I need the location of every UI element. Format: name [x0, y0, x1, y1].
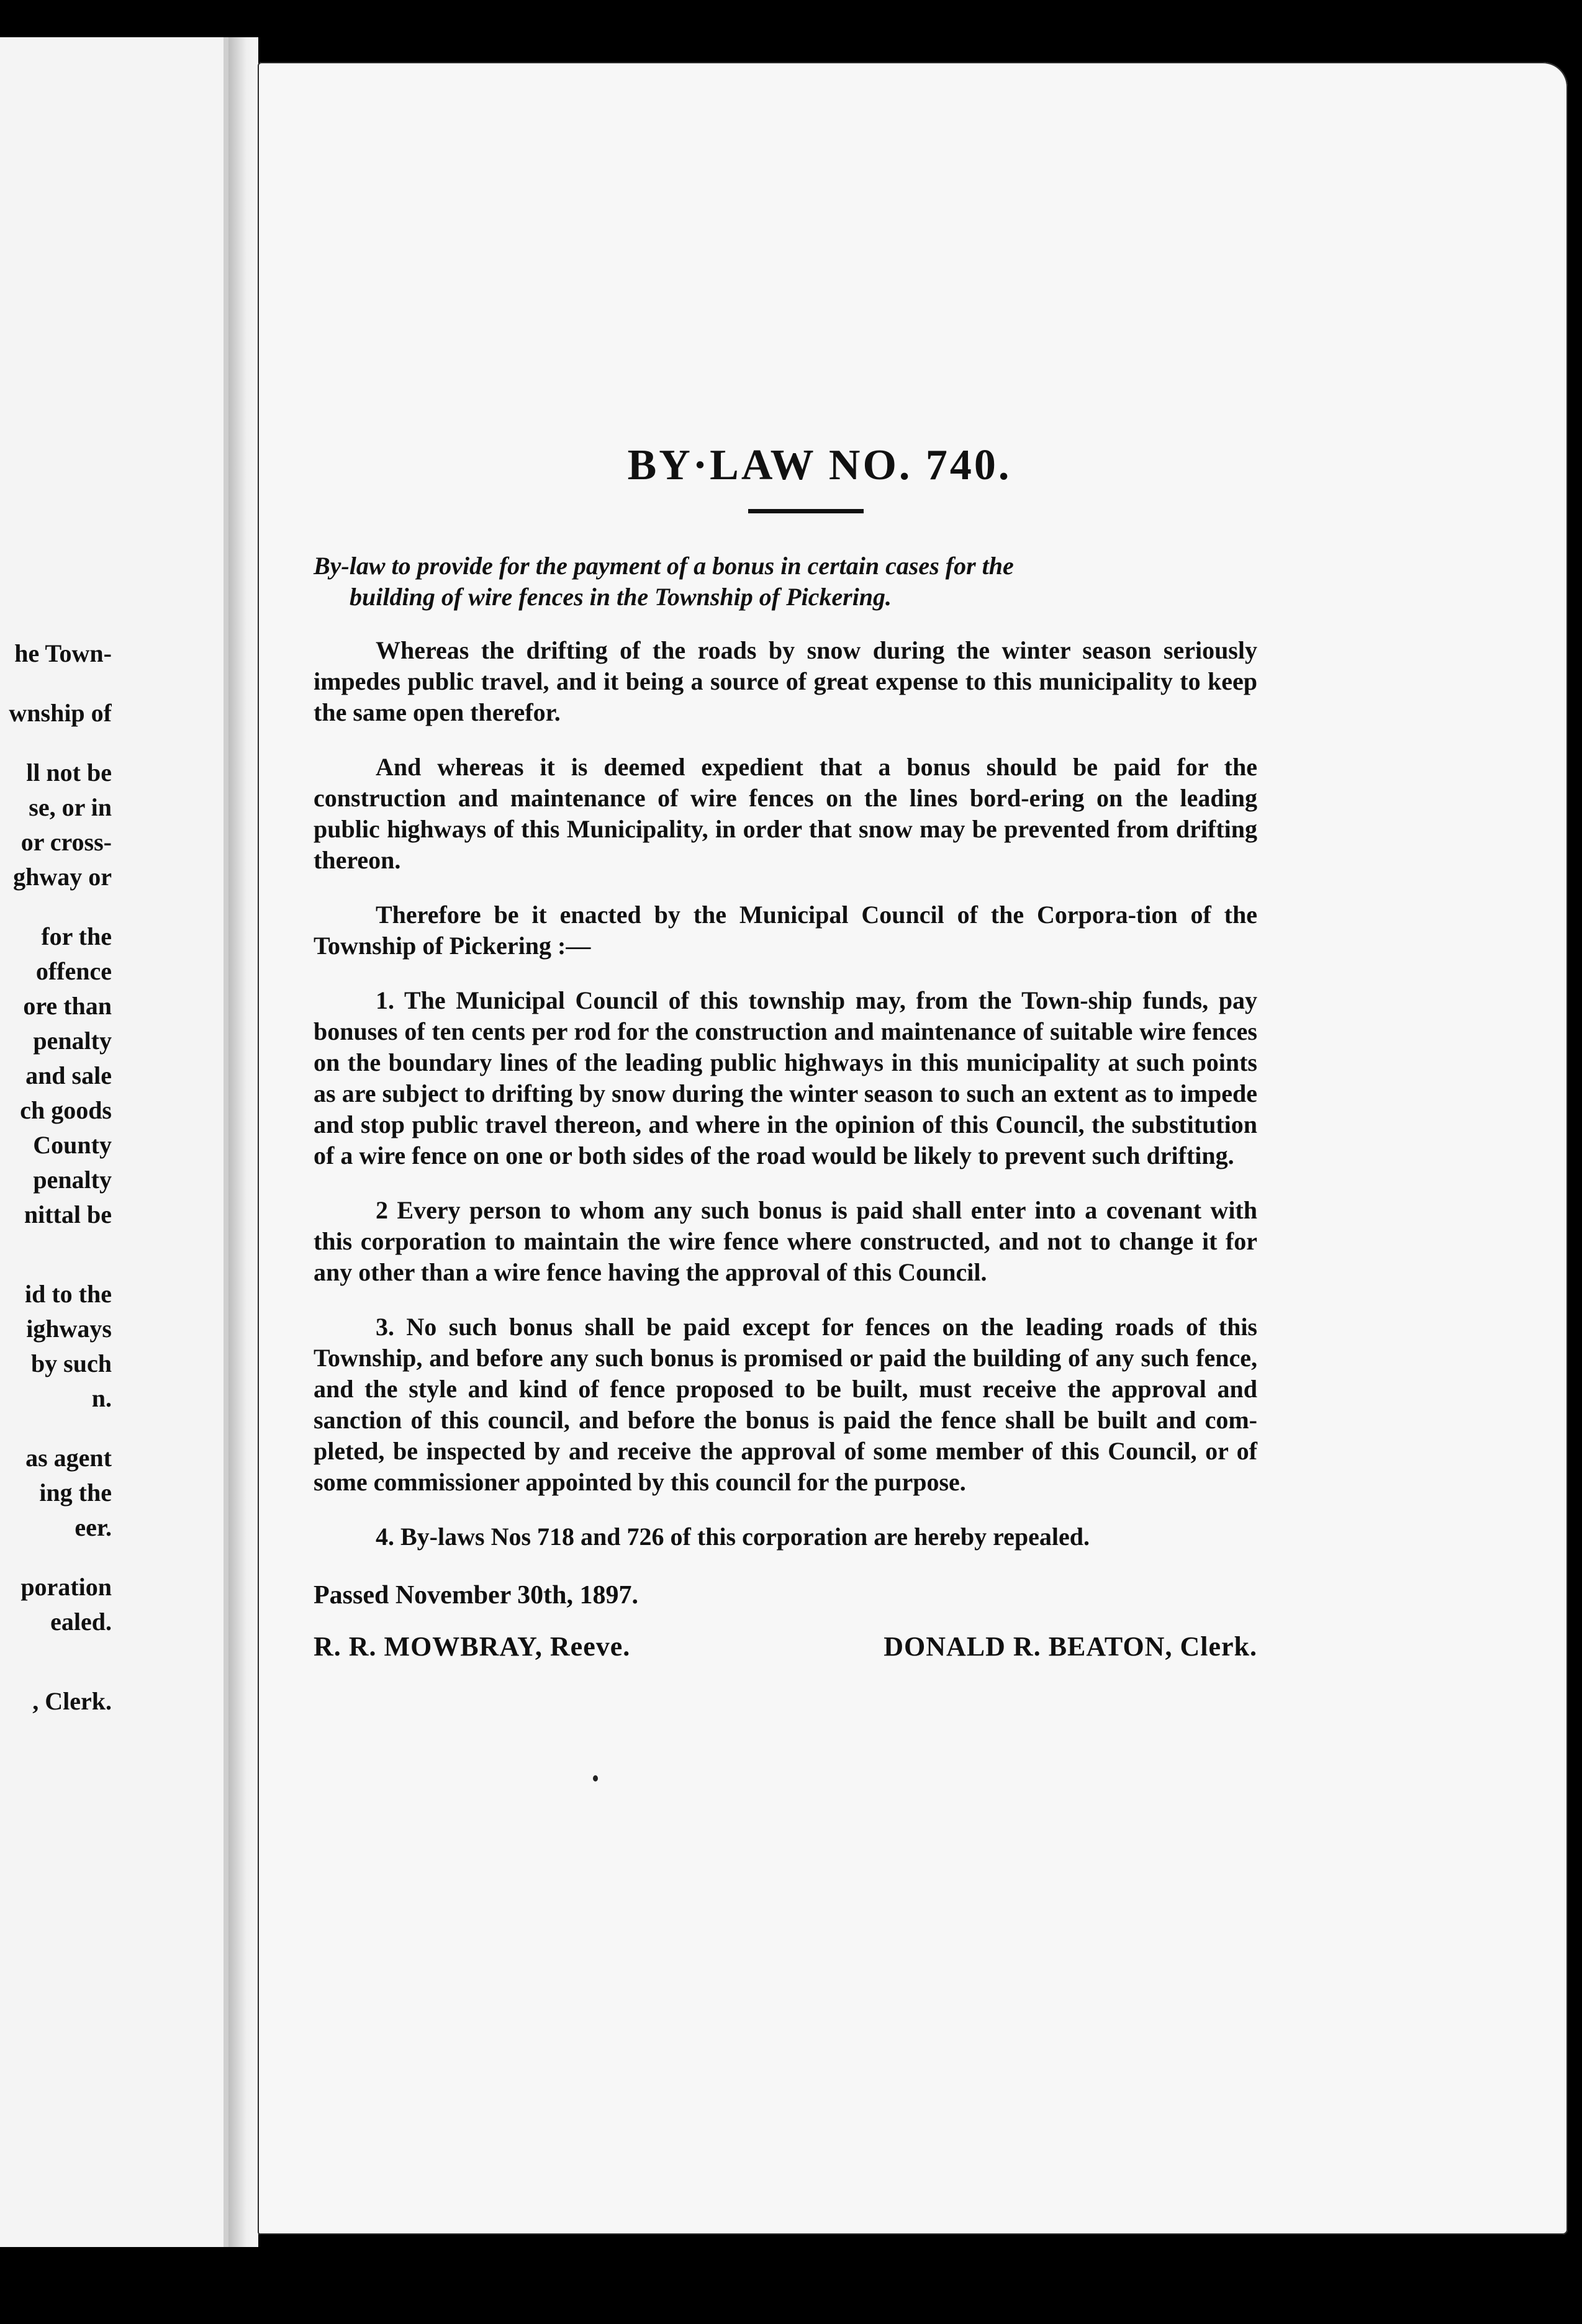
document-page — [258, 62, 1568, 2235]
signature-line — [314, 1629, 1257, 1664]
facing-line: as agent — [25, 1444, 112, 1472]
preamble-line: building of wire fences in the Township of Pickering. — [350, 583, 892, 611]
facing-line: ighways — [26, 1315, 112, 1343]
facing-line: ch goods — [20, 1096, 112, 1124]
facing-line: wnship of — [9, 699, 112, 727]
facing-line: se, or in — [29, 793, 112, 821]
facing-line: id to the — [25, 1280, 112, 1308]
facing-line: , Clerk. — [32, 1687, 112, 1715]
facing-line: n. — [91, 1384, 112, 1412]
enactment-paragraph: Therefore be it enacted by the Municipal Council of the Corpora-tion of the Township of Pickering :— — [314, 901, 1257, 960]
facing-line: County — [33, 1131, 112, 1159]
book-gutter — [228, 37, 258, 2247]
facing-page-text — [0, 636, 112, 1719]
facing-page — [0, 37, 228, 2247]
clerk-signature: DONALD R. BEATON, Clerk. — [884, 1631, 1257, 1662]
document-title: BY·LAW NO. 740. — [627, 441, 1012, 489]
facing-line: and sale — [25, 1061, 112, 1089]
facing-line: by such — [30, 1349, 112, 1377]
section-2: 2 Every person to whom any such bonus is paid shall enter into a covenant with this corporation to maintain the wire fence where constructed, and not to change it for any other than a wire fence having the approval of this Council. — [314, 1196, 1257, 1286]
facing-line: ing the — [39, 1479, 112, 1507]
facing-line: penalty — [33, 1166, 112, 1194]
facing-line: nittal be — [24, 1200, 112, 1228]
title-rule — [748, 509, 864, 513]
bylaw-content — [314, 441, 1257, 1664]
whereas-paragraph: Whereas the drifting of the roads by snow during the winter season seriously impedes public travel, and it being a source of great expense to this municipality to keep the same open therefor. — [314, 636, 1257, 726]
facing-line: poration — [20, 1573, 112, 1601]
whereas-paragraph: And whereas it is deemed expedient that a bonus should be paid for the construction and maintenance of wire fences on the lines bord-ering on the leading public highways of this Municipality, in order that snow may be prevented from drifting thereon. — [314, 753, 1257, 874]
bylaw-preamble — [314, 551, 1257, 613]
facing-line: ore than — [23, 992, 112, 1020]
facing-line: for the — [41, 922, 112, 950]
facing-line: ealed. — [50, 1608, 112, 1636]
passed-date: Passed November 30th, 1897. — [314, 1581, 639, 1610]
facing-line: penalty — [33, 1027, 112, 1055]
page-mark — [593, 1775, 598, 1781]
facing-line: offence — [35, 957, 112, 985]
section-4: 4. By-laws Nos 718 and 726 of this corporation are hereby repealed. — [376, 1523, 1090, 1551]
preamble-line: By-law to provide for the payment of a bonus in certain cases for the — [314, 552, 1014, 580]
facing-line: ll not be — [26, 759, 112, 786]
reeve-signature: R. R. MOWBRAY, Reeve. — [314, 1631, 631, 1662]
facing-line: he Town- — [14, 639, 112, 667]
section-3: 3. No such bonus shall be paid except for fences on the leading roads of this Township, and before any such bonus is promised or paid the building of any such fence, and the style and kind of fence proposed to be built, must receive the approval and sanction of this council, and before the bonus is paid the fence shall be built and com-pleted, be inspected by and receive the approval of some member of this Council, or of some commissioner appointed by this council for the purpose. — [314, 1313, 1257, 1496]
facing-line: ghway or — [13, 863, 112, 891]
facing-line: eer. — [75, 1513, 112, 1541]
facing-line: or cross- — [20, 828, 112, 856]
section-1: 1. The Municipal Council of this township may, from the Town-ship funds, pay bonuses of ten cents per rod for the construction and maintenance of suitable wire fences on the boundary lines of the leading public highways in this municipality at such points as are subject to drifting by snow during the winter season to such an extent as to impede and stop public travel thereon, and where in the opinion of this Council, the substitution of a wire fence on one or both sides of the road would be likely to prevent such drifting. — [314, 986, 1257, 1169]
